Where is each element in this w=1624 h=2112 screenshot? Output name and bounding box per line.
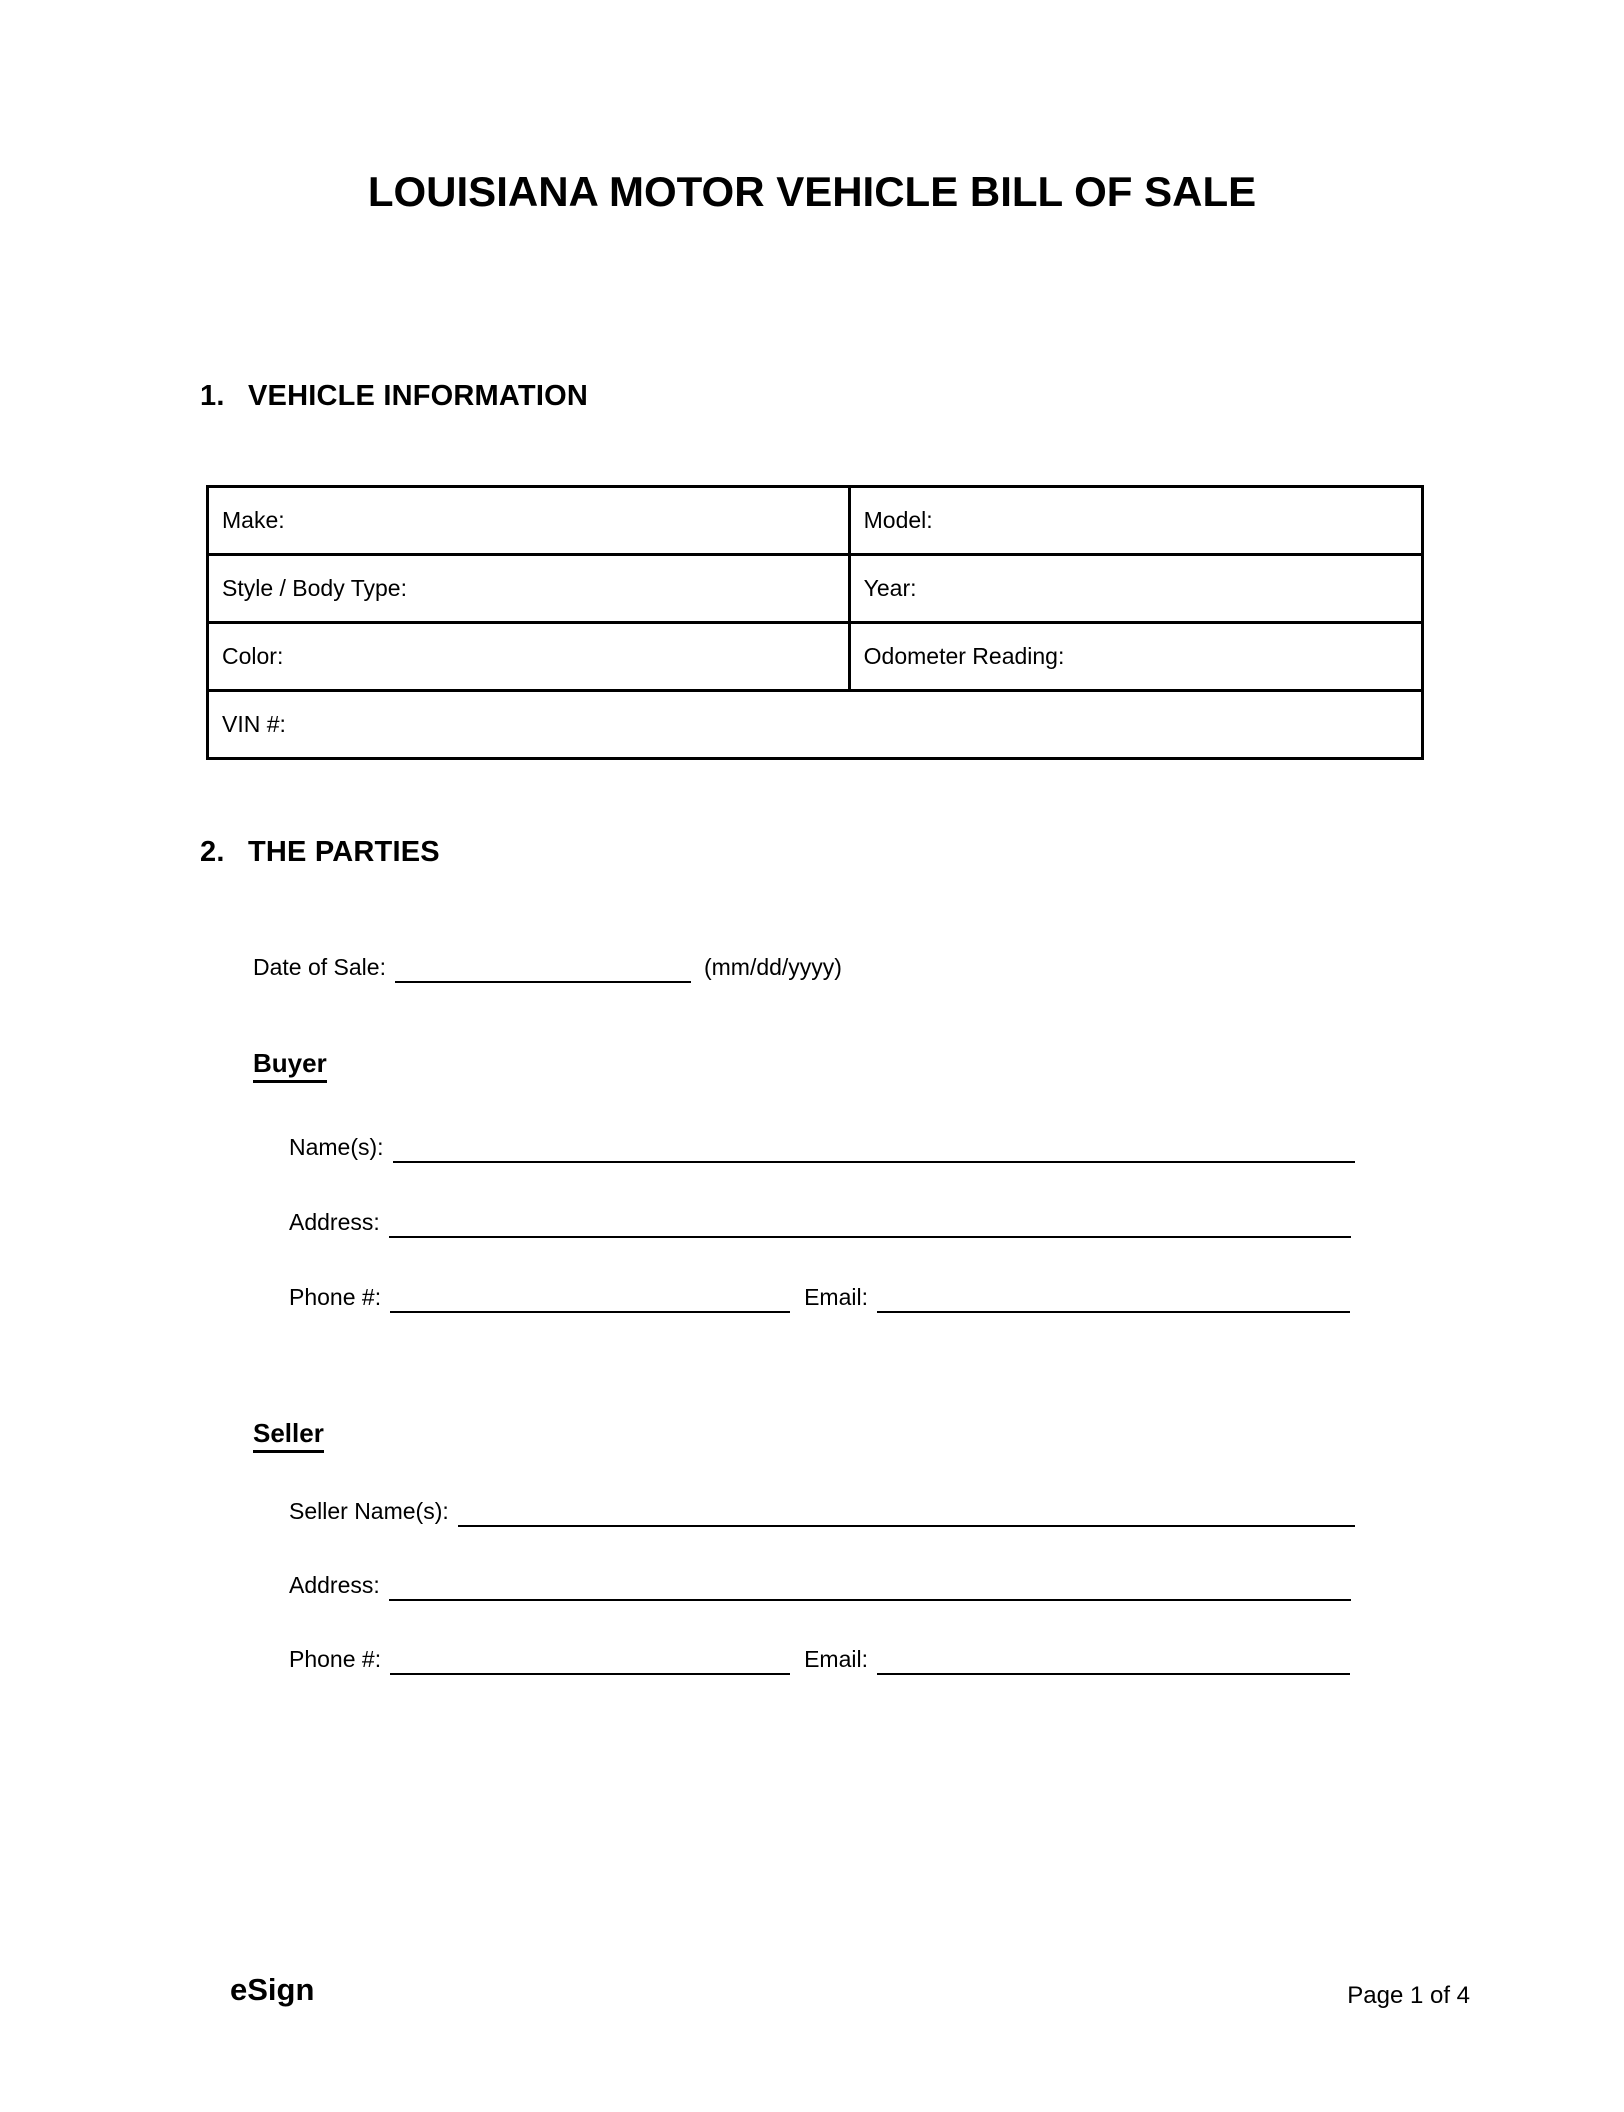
buyer-phone-input[interactable] <box>390 1278 790 1313</box>
year-field[interactable] <box>849 555 1422 623</box>
page-indicator: Page 1 of 4 <box>1347 1982 1470 2009</box>
seller-name-row <box>289 1492 1355 1527</box>
color-field[interactable] <box>208 623 850 691</box>
seller-phone-email-row <box>289 1640 1350 1675</box>
table-row-style-year <box>208 555 1423 623</box>
buyer-address-input[interactable] <box>389 1203 1351 1238</box>
model-label: Model: <box>863 507 933 533</box>
make-field[interactable] <box>208 487 850 555</box>
style-body-type-label: Style / Body Type: <box>222 575 407 601</box>
year-label: Year: <box>863 575 917 601</box>
seller-email-input[interactable] <box>877 1640 1350 1675</box>
table-row-vin <box>208 691 1423 759</box>
seller-phone-input[interactable] <box>390 1640 790 1675</box>
seller-heading: Seller <box>253 1418 324 1453</box>
date-of-sale-label: Date of Sale: <box>253 954 386 980</box>
buyer-address-label: Address: <box>289 1209 380 1235</box>
section-1-number: 1. <box>200 380 225 412</box>
seller-name-label: Seller Name(s): <box>289 1498 449 1524</box>
section-1-heading <box>200 380 588 413</box>
seller-address-input[interactable] <box>389 1566 1351 1601</box>
date-of-sale-row <box>253 948 953 983</box>
section-1-title: VEHICLE INFORMATION <box>248 380 588 412</box>
table-row-make-model <box>208 487 1423 555</box>
document-title: LOUISIANA MOTOR VEHICLE BILL OF SALE <box>367 168 1257 215</box>
seller-name-input[interactable] <box>458 1492 1355 1527</box>
section-2-heading <box>200 836 440 869</box>
date-of-sale-input[interactable] <box>395 948 691 983</box>
date-format-hint: (mm/dd/yyyy) <box>703 954 842 980</box>
buyer-phone-email-row <box>289 1278 1350 1313</box>
buyer-email-label: Email: <box>804 1284 868 1310</box>
esign-logo: eSign <box>230 1972 315 2007</box>
seller-email-label: Email: <box>804 1646 868 1672</box>
odometer-field[interactable] <box>849 623 1422 691</box>
buyer-phone-label: Phone #: <box>289 1284 382 1310</box>
seller-phone-label: Phone #: <box>289 1646 382 1672</box>
model-field[interactable] <box>849 487 1422 555</box>
buyer-heading: Buyer <box>253 1048 327 1083</box>
table-row-color-odometer <box>208 623 1423 691</box>
buyer-address-row <box>289 1203 1351 1238</box>
buyer-email-input[interactable] <box>877 1278 1350 1313</box>
style-body-type-field[interactable] <box>208 555 850 623</box>
vin-field[interactable] <box>208 691 1423 759</box>
vin-label: VIN #: <box>222 711 286 737</box>
vehicle-info-table <box>206 485 1424 760</box>
seller-address-row <box>289 1566 1351 1601</box>
section-2-title: THE PARTIES <box>248 836 440 868</box>
color-label: Color: <box>222 643 284 669</box>
odometer-label: Odometer Reading: <box>863 643 1065 669</box>
section-2-number: 2. <box>200 836 225 868</box>
buyer-name-input[interactable] <box>393 1128 1355 1163</box>
buyer-name-label: Name(s): <box>289 1134 384 1160</box>
buyer-name-row <box>289 1128 1355 1163</box>
make-label: Make: <box>222 507 285 533</box>
seller-address-label: Address: <box>289 1572 380 1598</box>
